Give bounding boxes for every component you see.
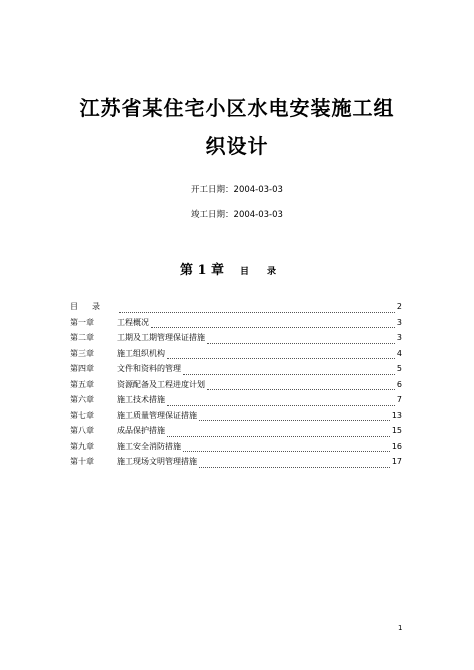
chapter-number: 第 1 章 bbox=[179, 263, 225, 278]
toc-page-number: 6 bbox=[396, 379, 402, 389]
toc-chapter-number: 第五章 bbox=[70, 379, 94, 389]
toc-page-number: 3 bbox=[396, 317, 402, 327]
toc-entry[interactable] bbox=[70, 379, 402, 395]
toc-page-number: 4 bbox=[396, 348, 402, 358]
toc-leader-dots bbox=[119, 306, 395, 313]
toc-leader-dots bbox=[167, 352, 395, 359]
toc-entry[interactable] bbox=[70, 394, 402, 410]
toc-page-number: 7 bbox=[396, 395, 402, 404]
toc-leader-dots bbox=[151, 321, 395, 328]
toc-chapter-title: 施工现场文明管理措施 bbox=[117, 457, 197, 466]
toc-leader-dots bbox=[207, 337, 395, 344]
toc-chapter-title: 施工质量管理保证措施 bbox=[117, 410, 197, 420]
toc-chapter-number: 第七章 bbox=[70, 410, 94, 420]
toc-chapter-number: 第四章 bbox=[70, 364, 94, 373]
toc-chapter-number: 第三章 bbox=[70, 348, 94, 358]
toc-chapter-title: 施工安全消防措施 bbox=[117, 441, 181, 451]
toc-chapter-number: 第一章 bbox=[70, 317, 94, 327]
toc-chapter-number: 第六章 bbox=[70, 395, 94, 404]
toc-page-number: 13 bbox=[391, 410, 402, 420]
toc-chapter-title: 施工组织机构 bbox=[117, 348, 165, 358]
table-of-contents bbox=[70, 301, 402, 472]
toc-entry[interactable] bbox=[70, 332, 402, 348]
toc-leader-dots bbox=[167, 399, 395, 406]
toc-chapter-number: 第十章 bbox=[70, 457, 94, 466]
toc-chapter-number: 第二章 bbox=[70, 333, 94, 342]
toc-entry[interactable] bbox=[70, 348, 402, 364]
page-number: 1 bbox=[398, 624, 403, 632]
start-date: 开工日期：2004-03-03 bbox=[191, 185, 283, 195]
toc-entry[interactable] bbox=[70, 363, 402, 379]
toc-chapter-title: 资源配备及工程进度计划 bbox=[117, 379, 205, 389]
toc-entry[interactable] bbox=[70, 456, 402, 472]
toc-chapter-number: 第八章 bbox=[70, 426, 94, 435]
document-title-line1: 江苏省某住宅小区水电安装施工组 bbox=[79, 96, 395, 120]
toc-leader-dots bbox=[199, 461, 390, 468]
toc-chapter-number: 目录 bbox=[70, 302, 114, 311]
toc-entry[interactable] bbox=[70, 317, 402, 333]
toc-chapter-title: 成品保护措施 bbox=[117, 426, 165, 435]
toc-page-number: 5 bbox=[396, 364, 402, 373]
toc-entry[interactable] bbox=[70, 410, 402, 426]
toc-entry[interactable] bbox=[70, 425, 402, 441]
toc-leader-dots bbox=[207, 383, 395, 390]
document-title-line2: 织设计 bbox=[205, 134, 269, 158]
toc-chapter-title: 施工技术措施 bbox=[117, 395, 165, 404]
toc-page-number: 2 bbox=[396, 302, 402, 311]
toc-chapter-title: 工程概况 bbox=[117, 317, 149, 327]
toc-leader-dots bbox=[183, 445, 390, 452]
completion-date: 竣工日期：2004-03-03 bbox=[191, 210, 283, 220]
toc-leader-dots bbox=[183, 368, 395, 375]
chapter-heading bbox=[0, 259, 474, 278]
toc-chapter-number: 第九章 bbox=[70, 441, 94, 451]
chapter-name: 目录 bbox=[240, 267, 295, 277]
toc-page-number: 3 bbox=[396, 333, 402, 342]
toc-entry[interactable] bbox=[70, 441, 402, 457]
toc-page-number: 17 bbox=[391, 457, 402, 466]
toc-leader-dots bbox=[199, 414, 390, 421]
toc-chapter-title: 工期及工期管理保证措施 bbox=[117, 333, 205, 342]
toc-leader-dots bbox=[167, 430, 390, 437]
toc-page-number: 16 bbox=[391, 441, 402, 451]
toc-page-number: 15 bbox=[391, 426, 402, 435]
toc-entry[interactable] bbox=[70, 301, 402, 317]
toc-chapter-title: 文件和资料的管理 bbox=[117, 364, 181, 373]
